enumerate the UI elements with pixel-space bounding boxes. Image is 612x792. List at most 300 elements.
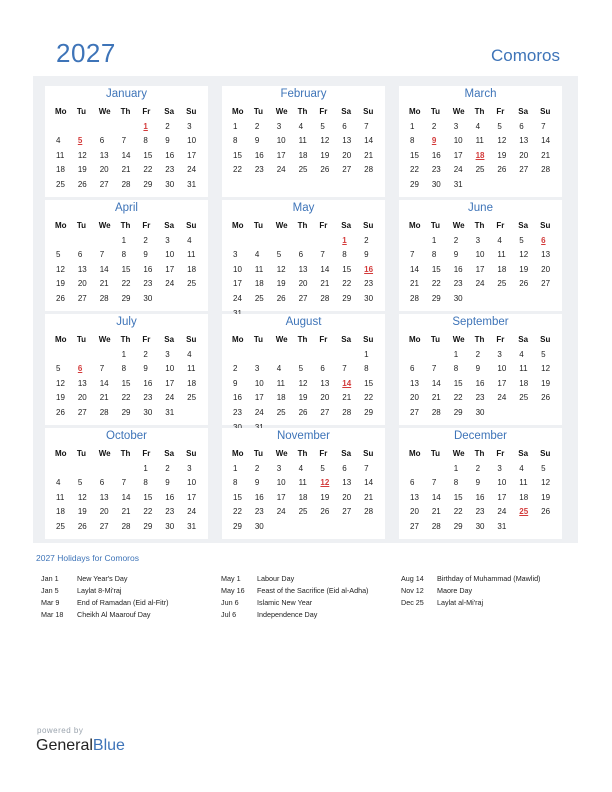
weekday-header: Tu bbox=[253, 335, 264, 344]
holiday-name: Birthday of Muhammad (Mawlid) bbox=[437, 574, 541, 583]
month-april bbox=[45, 200, 208, 311]
day-cell: 5 bbox=[276, 250, 282, 260]
holiday-column bbox=[401, 573, 540, 609]
day-cell: 17 bbox=[497, 378, 507, 388]
day-cell: 11 bbox=[298, 478, 307, 488]
day-cell: 6 bbox=[77, 250, 83, 260]
day-cell: 19 bbox=[276, 279, 286, 289]
day-cell: 17 bbox=[276, 150, 286, 160]
day-cell: 8 bbox=[342, 250, 347, 260]
day-cell: 16 bbox=[143, 264, 153, 274]
day-cell: 22 bbox=[121, 393, 131, 403]
month-july bbox=[45, 314, 208, 425]
day-cell: 2 bbox=[165, 121, 170, 131]
day-cell: 28 bbox=[99, 293, 109, 303]
holiday-row bbox=[41, 597, 168, 609]
holiday-day-cell: 9 bbox=[431, 136, 437, 146]
weekday-header: We bbox=[98, 107, 111, 116]
day-cell: 14 bbox=[410, 264, 419, 274]
weekday-header: Su bbox=[540, 335, 551, 344]
day-cell: 1 bbox=[233, 463, 238, 473]
month-august bbox=[222, 314, 385, 425]
day-cell: 30 bbox=[254, 521, 264, 531]
day-cell: 10 bbox=[475, 250, 485, 260]
empty-cell bbox=[73, 234, 95, 249]
day-cell: 9 bbox=[254, 136, 260, 146]
day-cell: 30 bbox=[364, 293, 374, 303]
day-cell: 30 bbox=[143, 407, 153, 417]
day-cell: 27 bbox=[342, 507, 352, 517]
day-cell: 20 bbox=[77, 393, 87, 403]
weekday-header: Sa bbox=[518, 221, 529, 230]
day-cell: 19 bbox=[541, 492, 551, 502]
day-cell: 15 bbox=[233, 492, 242, 502]
empty-cell bbox=[250, 348, 272, 363]
month-grid bbox=[399, 333, 562, 421]
day-cell: 7 bbox=[121, 136, 127, 146]
day-cell: 30 bbox=[453, 293, 463, 303]
empty-cell bbox=[73, 348, 95, 363]
day-cell: 29 bbox=[121, 407, 131, 417]
weekday-header: Mo bbox=[409, 335, 421, 344]
day-cell: 25 bbox=[56, 179, 65, 189]
day-cell: 14 bbox=[431, 378, 441, 388]
day-cell: 7 bbox=[364, 121, 369, 131]
day-cell: 19 bbox=[497, 150, 507, 160]
day-cell: 26 bbox=[298, 407, 308, 417]
day-cell: 23 bbox=[233, 407, 242, 417]
month-december bbox=[399, 428, 562, 539]
day-cell: 20 bbox=[320, 393, 330, 403]
day-cell: 9 bbox=[475, 478, 481, 488]
day-cell: 12 bbox=[276, 264, 286, 274]
day-cell: 26 bbox=[320, 165, 330, 175]
holiday-row bbox=[401, 573, 540, 585]
empty-cell bbox=[95, 462, 117, 477]
day-cell: 22 bbox=[342, 279, 352, 289]
day-cell: 2 bbox=[453, 235, 459, 245]
day-cell: 23 bbox=[143, 393, 153, 403]
weekday-header: We bbox=[275, 107, 288, 116]
weekday-header: Su bbox=[363, 335, 374, 344]
month-grid bbox=[399, 219, 562, 307]
month-name: May bbox=[292, 202, 315, 214]
day-cell: 14 bbox=[121, 150, 131, 160]
holiday-column bbox=[41, 573, 168, 621]
day-cell: 16 bbox=[165, 492, 175, 502]
day-cell: 2 bbox=[143, 235, 148, 245]
day-cell: 13 bbox=[342, 478, 352, 488]
holiday-row bbox=[221, 573, 368, 585]
day-cell: 11 bbox=[475, 136, 484, 146]
month-name: February bbox=[280, 88, 327, 100]
day-cell: 3 bbox=[453, 121, 459, 131]
day-cell: 10 bbox=[187, 136, 197, 146]
day-cell: 10 bbox=[453, 136, 463, 146]
day-cell: 4 bbox=[298, 463, 304, 473]
day-cell: 13 bbox=[99, 150, 109, 160]
day-cell: 29 bbox=[453, 407, 463, 417]
day-cell: 13 bbox=[320, 378, 330, 388]
day-cell: 14 bbox=[121, 492, 131, 502]
weekday-header: Fr bbox=[319, 107, 328, 116]
holiday-row bbox=[221, 585, 368, 597]
day-cell: 22 bbox=[143, 507, 153, 517]
month-grid bbox=[222, 333, 385, 435]
holiday-day-cell: 12 bbox=[320, 478, 330, 488]
month-september bbox=[399, 314, 562, 425]
day-cell: 14 bbox=[431, 492, 441, 502]
day-cell: 2 bbox=[364, 235, 369, 245]
day-cell: 23 bbox=[254, 507, 264, 517]
empty-cell bbox=[73, 120, 95, 135]
weekday-header: We bbox=[98, 449, 111, 458]
day-cell: 14 bbox=[364, 478, 374, 488]
day-cell: 2 bbox=[475, 349, 481, 359]
day-cell: 5 bbox=[541, 463, 546, 473]
day-cell: 3 bbox=[187, 121, 192, 131]
day-cell: 27 bbox=[320, 407, 330, 417]
day-cell: 17 bbox=[165, 378, 175, 388]
day-cell: 4 bbox=[56, 478, 61, 488]
day-cell: 22 bbox=[121, 279, 131, 289]
day-cell: 28 bbox=[342, 407, 352, 417]
day-cell: 8 bbox=[143, 478, 148, 488]
day-cell: 3 bbox=[187, 463, 192, 473]
day-cell: 23 bbox=[364, 279, 374, 289]
day-cell: 9 bbox=[364, 250, 369, 260]
day-cell: 11 bbox=[276, 378, 286, 388]
day-cell: 24 bbox=[165, 393, 175, 403]
day-cell: 27 bbox=[541, 279, 551, 289]
weekday-header: Su bbox=[540, 449, 551, 458]
weekday-header: Sa bbox=[341, 221, 352, 230]
day-cell: 10 bbox=[497, 478, 507, 488]
day-cell: 10 bbox=[187, 478, 197, 488]
day-cell: 8 bbox=[121, 250, 127, 260]
empty-cell bbox=[250, 234, 272, 249]
day-cell: 24 bbox=[165, 279, 175, 289]
day-cell: 1 bbox=[121, 235, 127, 245]
day-cell: 7 bbox=[431, 364, 437, 374]
weekday-header: Fr bbox=[142, 107, 151, 116]
day-cell: 19 bbox=[77, 507, 87, 517]
day-cell: 13 bbox=[342, 136, 352, 146]
day-cell: 18 bbox=[497, 264, 507, 274]
weekday-header: Fr bbox=[142, 221, 151, 230]
day-cell: 15 bbox=[342, 264, 352, 274]
day-cell: 24 bbox=[233, 293, 242, 303]
day-cell: 19 bbox=[320, 492, 330, 502]
day-cell: 7 bbox=[320, 250, 325, 260]
weekday-header: Su bbox=[540, 107, 551, 116]
day-cell: 12 bbox=[541, 478, 551, 488]
day-cell: 4 bbox=[497, 235, 502, 245]
day-cell: 29 bbox=[453, 521, 463, 531]
day-cell: 20 bbox=[342, 492, 352, 502]
day-cell: 11 bbox=[56, 492, 65, 502]
weekday-header: Th bbox=[120, 107, 131, 116]
day-cell: 1 bbox=[431, 235, 437, 245]
day-cell: 21 bbox=[320, 279, 330, 289]
weekday-header: Tu bbox=[253, 221, 264, 230]
empty-cell bbox=[51, 348, 73, 363]
holiday-date: Jul 6 bbox=[221, 610, 237, 619]
day-cell: 28 bbox=[431, 521, 441, 531]
day-cell: 22 bbox=[410, 165, 419, 175]
day-cell: 18 bbox=[187, 378, 197, 388]
day-cell: 21 bbox=[99, 279, 109, 289]
weekday-header: Fr bbox=[319, 335, 328, 344]
holiday-name: Islamic New Year bbox=[257, 598, 313, 607]
day-cell: 17 bbox=[187, 492, 197, 502]
day-cell: 20 bbox=[298, 279, 308, 289]
day-cell: 5 bbox=[320, 463, 325, 473]
month-january bbox=[45, 86, 208, 197]
weekday-header: Th bbox=[297, 335, 308, 344]
day-cell: 26 bbox=[77, 521, 87, 531]
day-cell: 31 bbox=[187, 521, 197, 531]
day-cell: 23 bbox=[431, 165, 441, 175]
day-cell: 11 bbox=[497, 250, 506, 260]
day-cell: 25 bbox=[187, 279, 197, 289]
day-cell: 2 bbox=[254, 121, 260, 131]
day-cell: 19 bbox=[298, 393, 308, 403]
day-cell: 24 bbox=[254, 407, 264, 417]
day-cell: 14 bbox=[320, 264, 330, 274]
weekday-header: Tu bbox=[76, 107, 87, 116]
weekday-header: Sa bbox=[164, 107, 175, 116]
weekday-header: Sa bbox=[518, 335, 529, 344]
day-cell: 12 bbox=[519, 250, 529, 260]
weekday-header: Su bbox=[363, 449, 374, 458]
holiday-row bbox=[401, 585, 540, 597]
day-cell: 15 bbox=[453, 378, 463, 388]
day-cell: 11 bbox=[519, 364, 528, 374]
day-cell: 8 bbox=[143, 136, 148, 146]
day-cell: 12 bbox=[497, 136, 507, 146]
weekday-header: Su bbox=[186, 221, 197, 230]
weekday-header: Sa bbox=[518, 107, 529, 116]
day-cell: 24 bbox=[475, 279, 485, 289]
month-grid bbox=[222, 219, 385, 321]
weekday-header: Mo bbox=[232, 107, 244, 116]
empty-cell bbox=[228, 348, 250, 363]
day-cell: 26 bbox=[276, 293, 286, 303]
weekday-header: Fr bbox=[496, 221, 505, 230]
holiday-row bbox=[401, 597, 540, 609]
weekday-header: Mo bbox=[55, 221, 67, 230]
day-cell: 1 bbox=[410, 121, 415, 131]
day-cell: 23 bbox=[453, 279, 463, 289]
empty-cell bbox=[272, 234, 294, 249]
month-november bbox=[222, 428, 385, 539]
day-cell: 6 bbox=[99, 478, 105, 488]
day-cell: 21 bbox=[121, 165, 131, 175]
day-cell: 17 bbox=[187, 150, 197, 160]
weekday-header: Fr bbox=[496, 449, 505, 458]
day-cell: 27 bbox=[77, 407, 87, 417]
day-cell: 17 bbox=[165, 264, 175, 274]
day-cell: 18 bbox=[56, 507, 65, 517]
weekday-header: Th bbox=[297, 449, 308, 458]
empty-cell bbox=[405, 462, 427, 477]
weekday-header: Su bbox=[186, 107, 197, 116]
weekday-header: We bbox=[452, 449, 465, 458]
weekday-header: Mo bbox=[232, 449, 244, 458]
weekday-header: Th bbox=[120, 221, 131, 230]
holiday-day-cell: 1 bbox=[342, 235, 347, 245]
day-cell: 22 bbox=[233, 165, 242, 175]
holiday-column bbox=[221, 573, 368, 621]
day-cell: 4 bbox=[187, 235, 192, 245]
year-title: 2027 bbox=[56, 38, 116, 68]
day-cell: 6 bbox=[320, 364, 325, 374]
holiday-row bbox=[221, 597, 368, 609]
day-cell: 19 bbox=[519, 264, 529, 274]
day-cell: 26 bbox=[56, 407, 65, 417]
weekday-header: We bbox=[98, 335, 111, 344]
day-cell: 6 bbox=[99, 136, 105, 146]
day-cell: 24 bbox=[276, 507, 286, 517]
day-cell: 13 bbox=[519, 136, 529, 146]
day-cell: 9 bbox=[475, 364, 481, 374]
day-cell: 21 bbox=[410, 279, 419, 289]
day-cell: 10 bbox=[276, 478, 286, 488]
day-cell: 2 bbox=[475, 463, 481, 473]
weekday-header: Su bbox=[540, 221, 551, 230]
day-cell: 21 bbox=[541, 150, 551, 160]
holiday-row bbox=[41, 585, 168, 597]
weekday-header: Mo bbox=[55, 449, 67, 458]
day-cell: 18 bbox=[276, 393, 286, 403]
day-cell: 16 bbox=[475, 378, 485, 388]
day-cell: 8 bbox=[431, 250, 437, 260]
day-cell: 13 bbox=[99, 492, 109, 502]
holiday-name: New Year's Day bbox=[77, 574, 128, 583]
day-cell: 7 bbox=[99, 250, 105, 260]
day-cell: 8 bbox=[453, 478, 459, 488]
day-cell: 3 bbox=[276, 121, 282, 131]
day-cell: 13 bbox=[410, 378, 419, 388]
day-cell: 28 bbox=[431, 407, 441, 417]
day-cell: 11 bbox=[56, 150, 65, 160]
day-cell: 15 bbox=[143, 492, 153, 502]
day-cell: 19 bbox=[56, 279, 65, 289]
holiday-name: End of Ramadan (Eid al-Fitr) bbox=[77, 598, 169, 607]
holiday-name: Cheikh Al Maarouf Day bbox=[77, 610, 151, 619]
month-grid bbox=[45, 105, 208, 193]
month-grid bbox=[45, 219, 208, 307]
holiday-date: Jun 6 bbox=[221, 598, 239, 607]
day-cell: 14 bbox=[541, 136, 551, 146]
day-cell: 28 bbox=[121, 521, 131, 531]
weekday-header: Fr bbox=[496, 107, 505, 116]
day-cell: 23 bbox=[475, 507, 485, 517]
month-february bbox=[222, 86, 385, 197]
weekday-header: Sa bbox=[164, 221, 175, 230]
empty-cell bbox=[95, 234, 117, 249]
day-cell: 8 bbox=[453, 364, 459, 374]
day-cell: 6 bbox=[342, 121, 347, 131]
day-cell: 15 bbox=[121, 378, 131, 388]
day-cell: 15 bbox=[453, 492, 463, 502]
day-cell: 26 bbox=[497, 165, 507, 175]
day-cell: 27 bbox=[342, 165, 352, 175]
weekday-header: Sa bbox=[164, 449, 175, 458]
weekday-header: Su bbox=[363, 107, 374, 116]
day-cell: 14 bbox=[364, 136, 374, 146]
empty-cell bbox=[337, 348, 359, 363]
empty-cell bbox=[315, 234, 337, 249]
day-cell: 12 bbox=[77, 492, 87, 502]
day-cell: 29 bbox=[143, 521, 153, 531]
holiday-name: Laylat 8-Mi'raj bbox=[77, 586, 122, 595]
weekday-header: We bbox=[452, 335, 465, 344]
brand-logo bbox=[36, 737, 125, 755]
weekday-header: Mo bbox=[232, 335, 244, 344]
month-june bbox=[399, 200, 562, 311]
day-cell: 3 bbox=[497, 349, 502, 359]
holiday-date: May 1 bbox=[221, 574, 241, 583]
day-cell: 20 bbox=[541, 264, 551, 274]
day-cell: 25 bbox=[276, 407, 286, 417]
empty-cell bbox=[51, 234, 73, 249]
day-cell: 19 bbox=[77, 165, 87, 175]
day-cell: 20 bbox=[99, 507, 109, 517]
empty-cell bbox=[51, 462, 73, 477]
day-cell: 13 bbox=[410, 492, 419, 502]
month-name: April bbox=[114, 202, 138, 214]
day-cell: 7 bbox=[342, 364, 347, 374]
day-cell: 4 bbox=[187, 349, 192, 359]
day-cell: 18 bbox=[519, 492, 529, 502]
day-cell: 25 bbox=[519, 393, 529, 403]
day-cell: 4 bbox=[519, 349, 524, 359]
day-cell: 16 bbox=[254, 492, 264, 502]
day-cell: 1 bbox=[233, 121, 238, 131]
weekday-header: Tu bbox=[76, 221, 87, 230]
day-cell: 1 bbox=[453, 463, 459, 473]
day-cell: 23 bbox=[165, 165, 175, 175]
day-cell: 9 bbox=[143, 364, 148, 374]
day-cell: 5 bbox=[519, 235, 524, 245]
empty-cell bbox=[117, 462, 139, 477]
day-cell: 17 bbox=[276, 492, 286, 502]
day-cell: 22 bbox=[233, 507, 242, 517]
holiday-day-cell: 1 bbox=[143, 121, 148, 131]
empty-cell bbox=[294, 348, 316, 363]
day-cell: 31 bbox=[187, 179, 197, 189]
weekday-header: Th bbox=[120, 335, 131, 344]
weekday-header: Sa bbox=[341, 107, 352, 116]
day-cell: 5 bbox=[298, 364, 304, 374]
weekday-header: Sa bbox=[341, 449, 352, 458]
day-cell: 18 bbox=[56, 165, 65, 175]
day-cell: 14 bbox=[99, 264, 109, 274]
month-name: March bbox=[464, 88, 497, 100]
holiday-row bbox=[221, 609, 368, 621]
empty-cell bbox=[405, 348, 427, 363]
day-cell: 5 bbox=[497, 121, 502, 131]
day-cell: 30 bbox=[431, 179, 441, 189]
day-cell: 27 bbox=[519, 165, 529, 175]
day-cell: 28 bbox=[364, 165, 374, 175]
day-cell: 20 bbox=[410, 507, 419, 517]
weekday-header: Fr bbox=[142, 449, 151, 458]
day-cell: 25 bbox=[298, 507, 308, 517]
weekday-header: We bbox=[275, 335, 288, 344]
